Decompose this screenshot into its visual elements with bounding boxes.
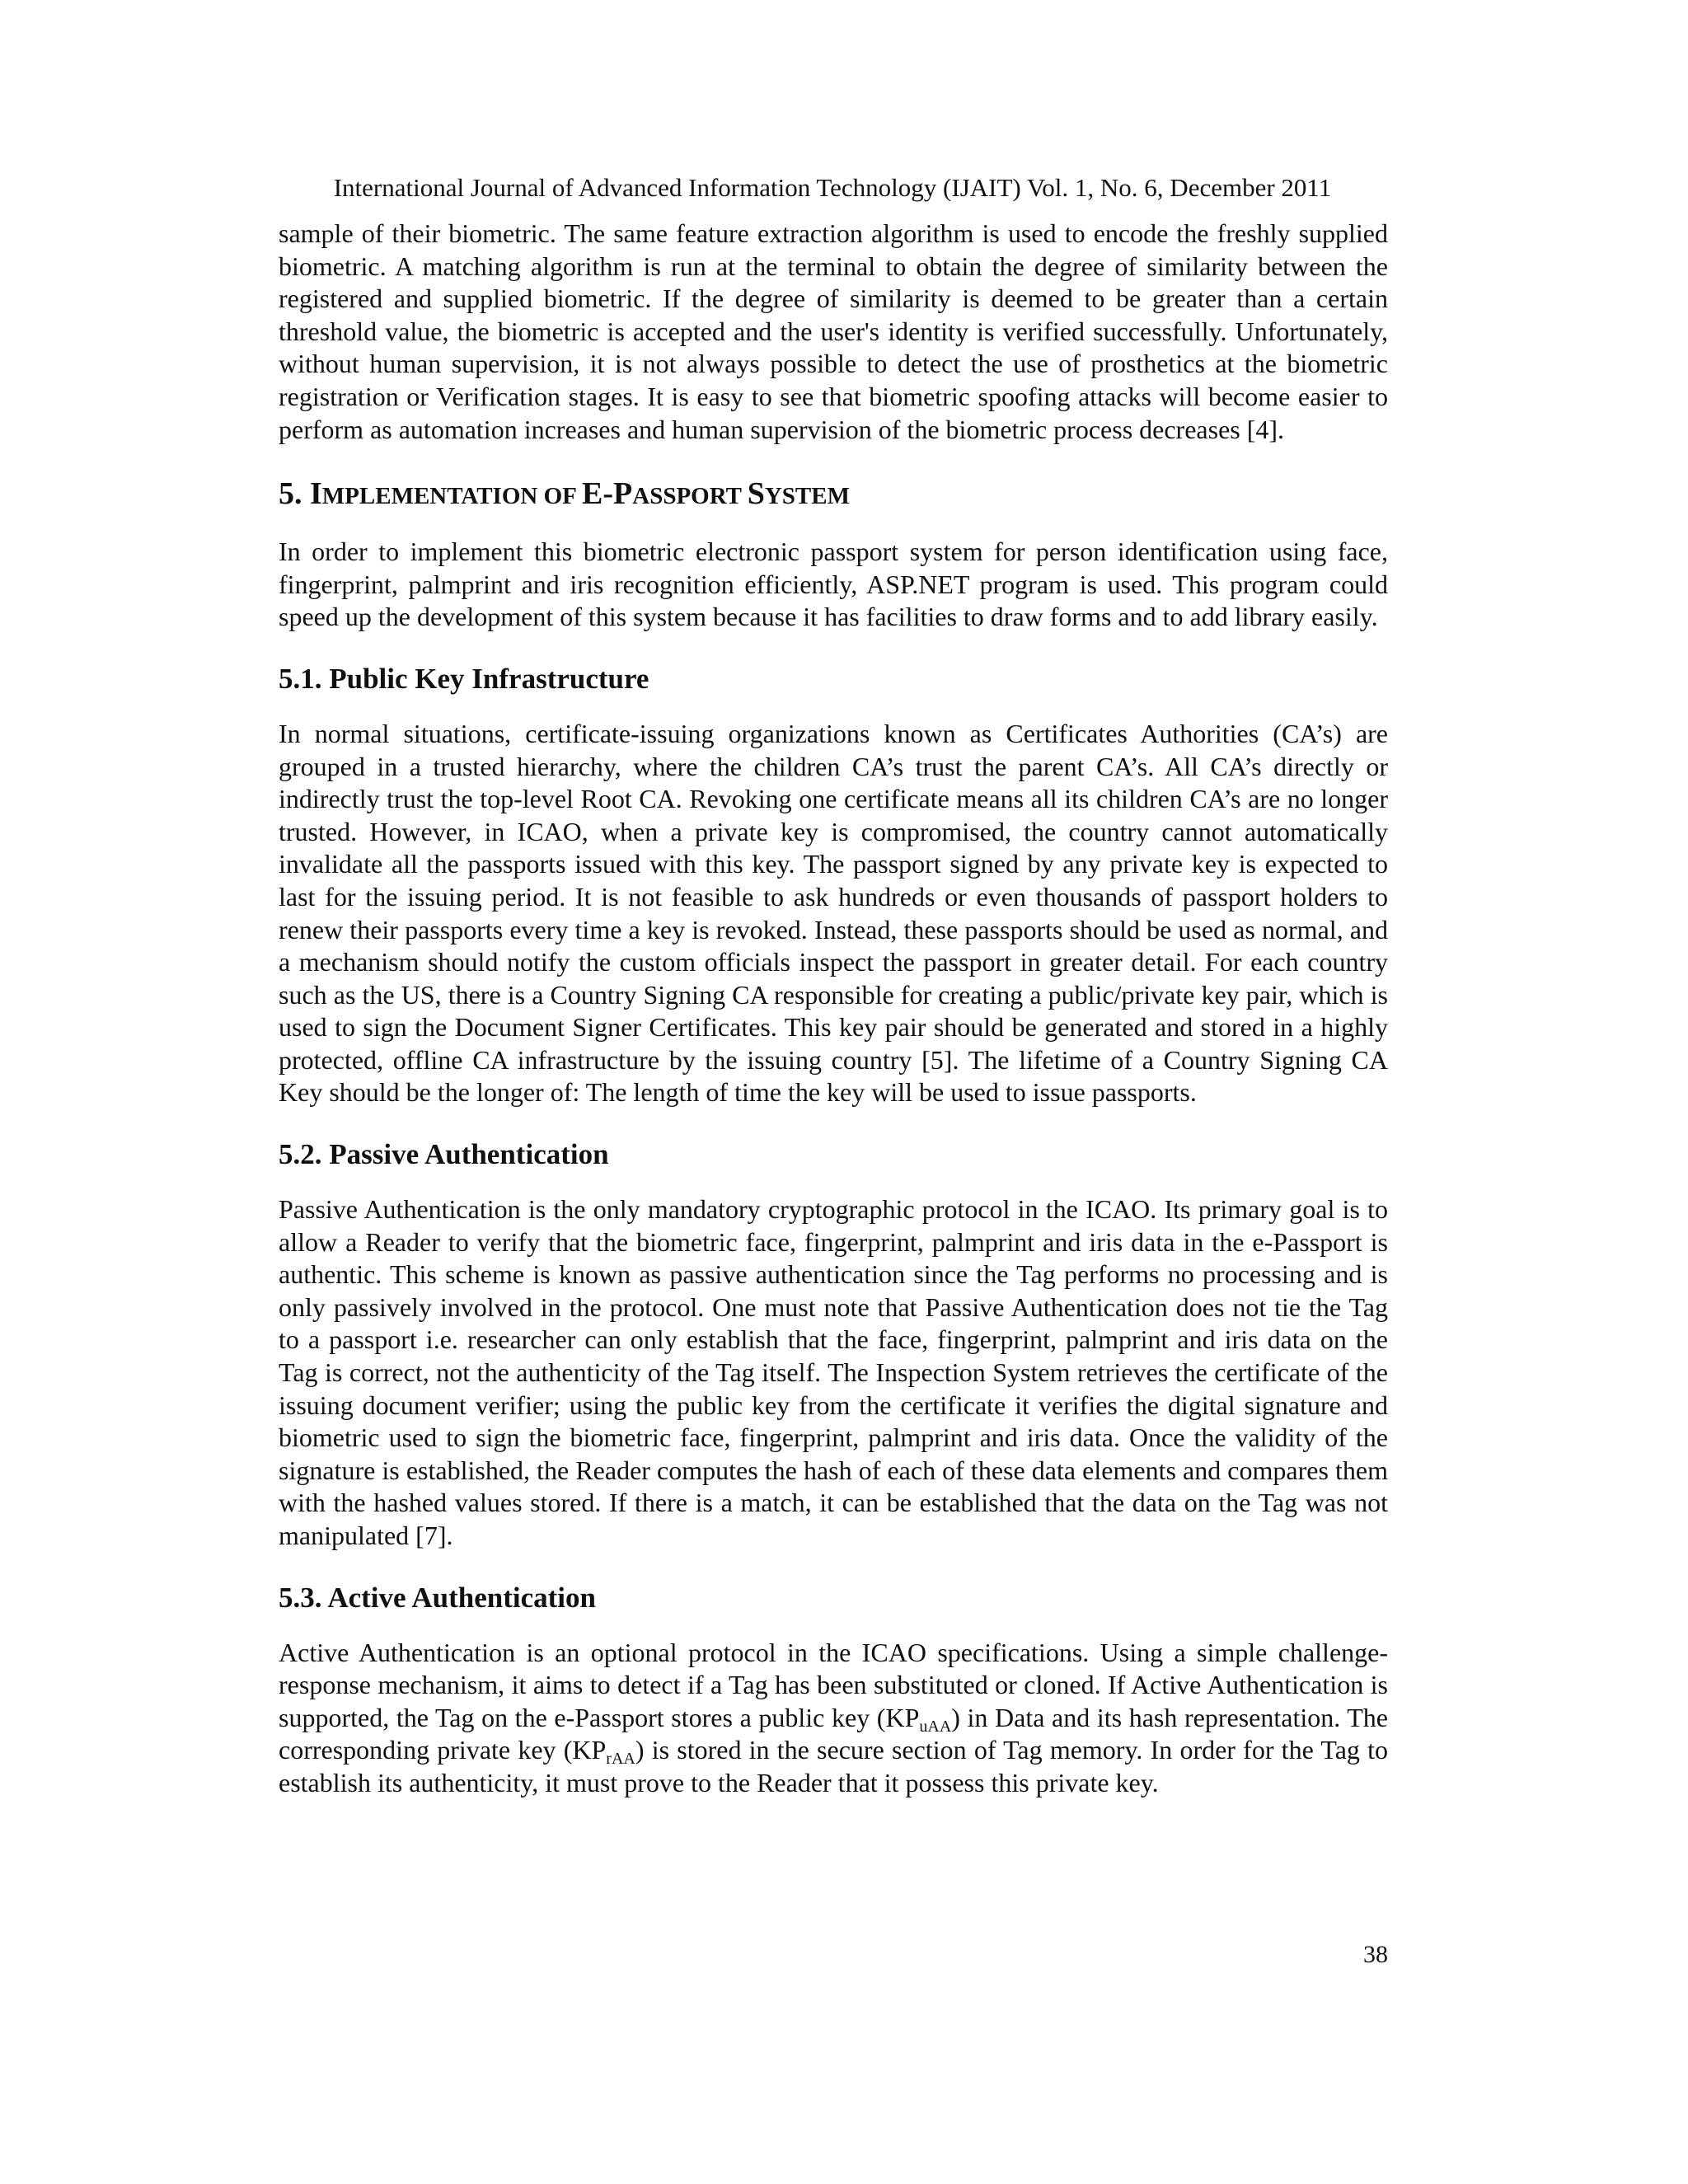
section-5-1-heading: 5.1. Public Key Infrastructure [279,662,649,695]
section-5-paragraph: In order to implement this biometric electronic passport system for person identification using face, fingerprint, palmprint and iris recognition efficiently, ASP.NET program is used. This program could speed up the development of this system because it has facilities to draw forms and to add library easily. [279,537,1388,632]
section-5-1-paragraph: In normal situations, certificate-issuing organizations known as Certificates Authorities (CA’s) are grouped in a trusted hierarchy, where the children CA’s trust the parent CA’s. All CA’s directly or indirectly trust the top-level Root CA. Revoking one certificate means all its children CA’s are no longer trusted. However, in ICAO, when a private key is compromised, the country cannot automatically invalidate all the passports issued with this key. The passport signed by any private key is expected to last for the issuing period. It is not feasible to ask hundreds or even thousands of passport holders to renew their passports every time a key is revoked. Instead, these passports should be used as normal, and a mechanism should notify the custom officials inspect the passport in greater detail. For each country such as the US, there is a Country Signing CA responsible for creating a public/private key pair, which is used to sign the Document Signer Certificates. This key pair should be generated and stored in a highly protected, offline CA infrastructure by the issuing country [5]. The lifetime of a Country Signing CA Key should be the longer of: The length of time the key will be used to issue passports. [279,718,1388,1108]
section-5-3-heading: 5.3. Active Authentication [279,1581,596,1614]
subscript-uaa: uAA [919,1717,952,1736]
title-cap-s: S [747,476,765,512]
title-smallcaps-1: MPLEMENTATION OF [321,483,583,510]
section-number: 5. [279,476,302,512]
title-cap-i: I [310,476,322,512]
intro-paragraph: sample of their biometric. The same feature extraction algorithm is used to encode the freshly supplied biometric. A matching algorithm is run at the terminal to obtain the degree of similarity between the registered and supplied biometric. If the degree of similarity is deemed to be greater than a certain threshold value, the biometric is accepted and the user's identity is verified successfully. Unfortunately, without human supervision, it is not always possible to detect the use of prosthetics at the biometric registration or Verification stages. It is easy to see that biometric spoofing attacks will become easier to perform as automation increases and human supervision of the biometric process decreases [4]. [279,218,1388,444]
title-cap-ep: E-P [582,476,633,512]
journal-running-header: International Journal of Advanced Information Technology (IJAIT) Vol. 1, No. 6, December 2011 [333,173,1332,202]
paragraph-part-1: Active Authentication is an optional protocol in the ICAO specifications. Using a simple challenge-response mechanism, it aims to detect if a Tag has been substituted or cloned. If Active Authentication is supported, the Tag on the e-Passport stores a public key (KP [279,1637,1388,1732]
section-5-2-paragraph: Passive Authentication is the only mandatory cryptographic protocol in the ICAO. Its primary goal is to allow a Reader to verify that the biometric face, fingerprint, palmprint and iris data in the e-Passport is authentic. This scheme is known as passive authentication since the Tag performs no processing and is only passively involved in the protocol. One must note that Passive Authentication does not tie the Tag to a passport i.e. researcher can only establish that the face, fingerprint, palmprint and iris data on the Tag is correct, not the authenticity of the Tag itself. The Inspection System retrieves the certificate of the issuing document verifier; using the public key from the certificate it verifies the digital signature and biometric used to sign the biometric face, fingerprint, palmprint and iris data. Once the validity of the signature is established, the Reader computes the hash of each of these data elements and compares them with the hashed values stored. If there is a match, it can be established that the data on the Tag was not manipulated [7]. [279,1194,1388,1550]
section-5-2-heading: 5.2. Passive Authentication [279,1138,609,1171]
section-5-heading [279,476,1388,514]
paragraph-part-3: ) is stored in the secure section of Tag memory. In order for the Tag to establish its authenticity, it must prove to the Reader that it possess this private key. [279,1735,1389,1797]
title-smallcaps-2: ASSPORT [632,483,748,510]
paragraph-part-2: ) in Data and its hash representation. The corresponding private key (KP [279,1702,1389,1765]
title-smallcaps-3: YSTEM [764,483,850,510]
subscript-raa: rAA [606,1750,635,1769]
page-number: 38 [1363,1941,1388,1968]
page-content [279,218,1388,1800]
section-5-3-paragraph [279,1637,1388,1800]
